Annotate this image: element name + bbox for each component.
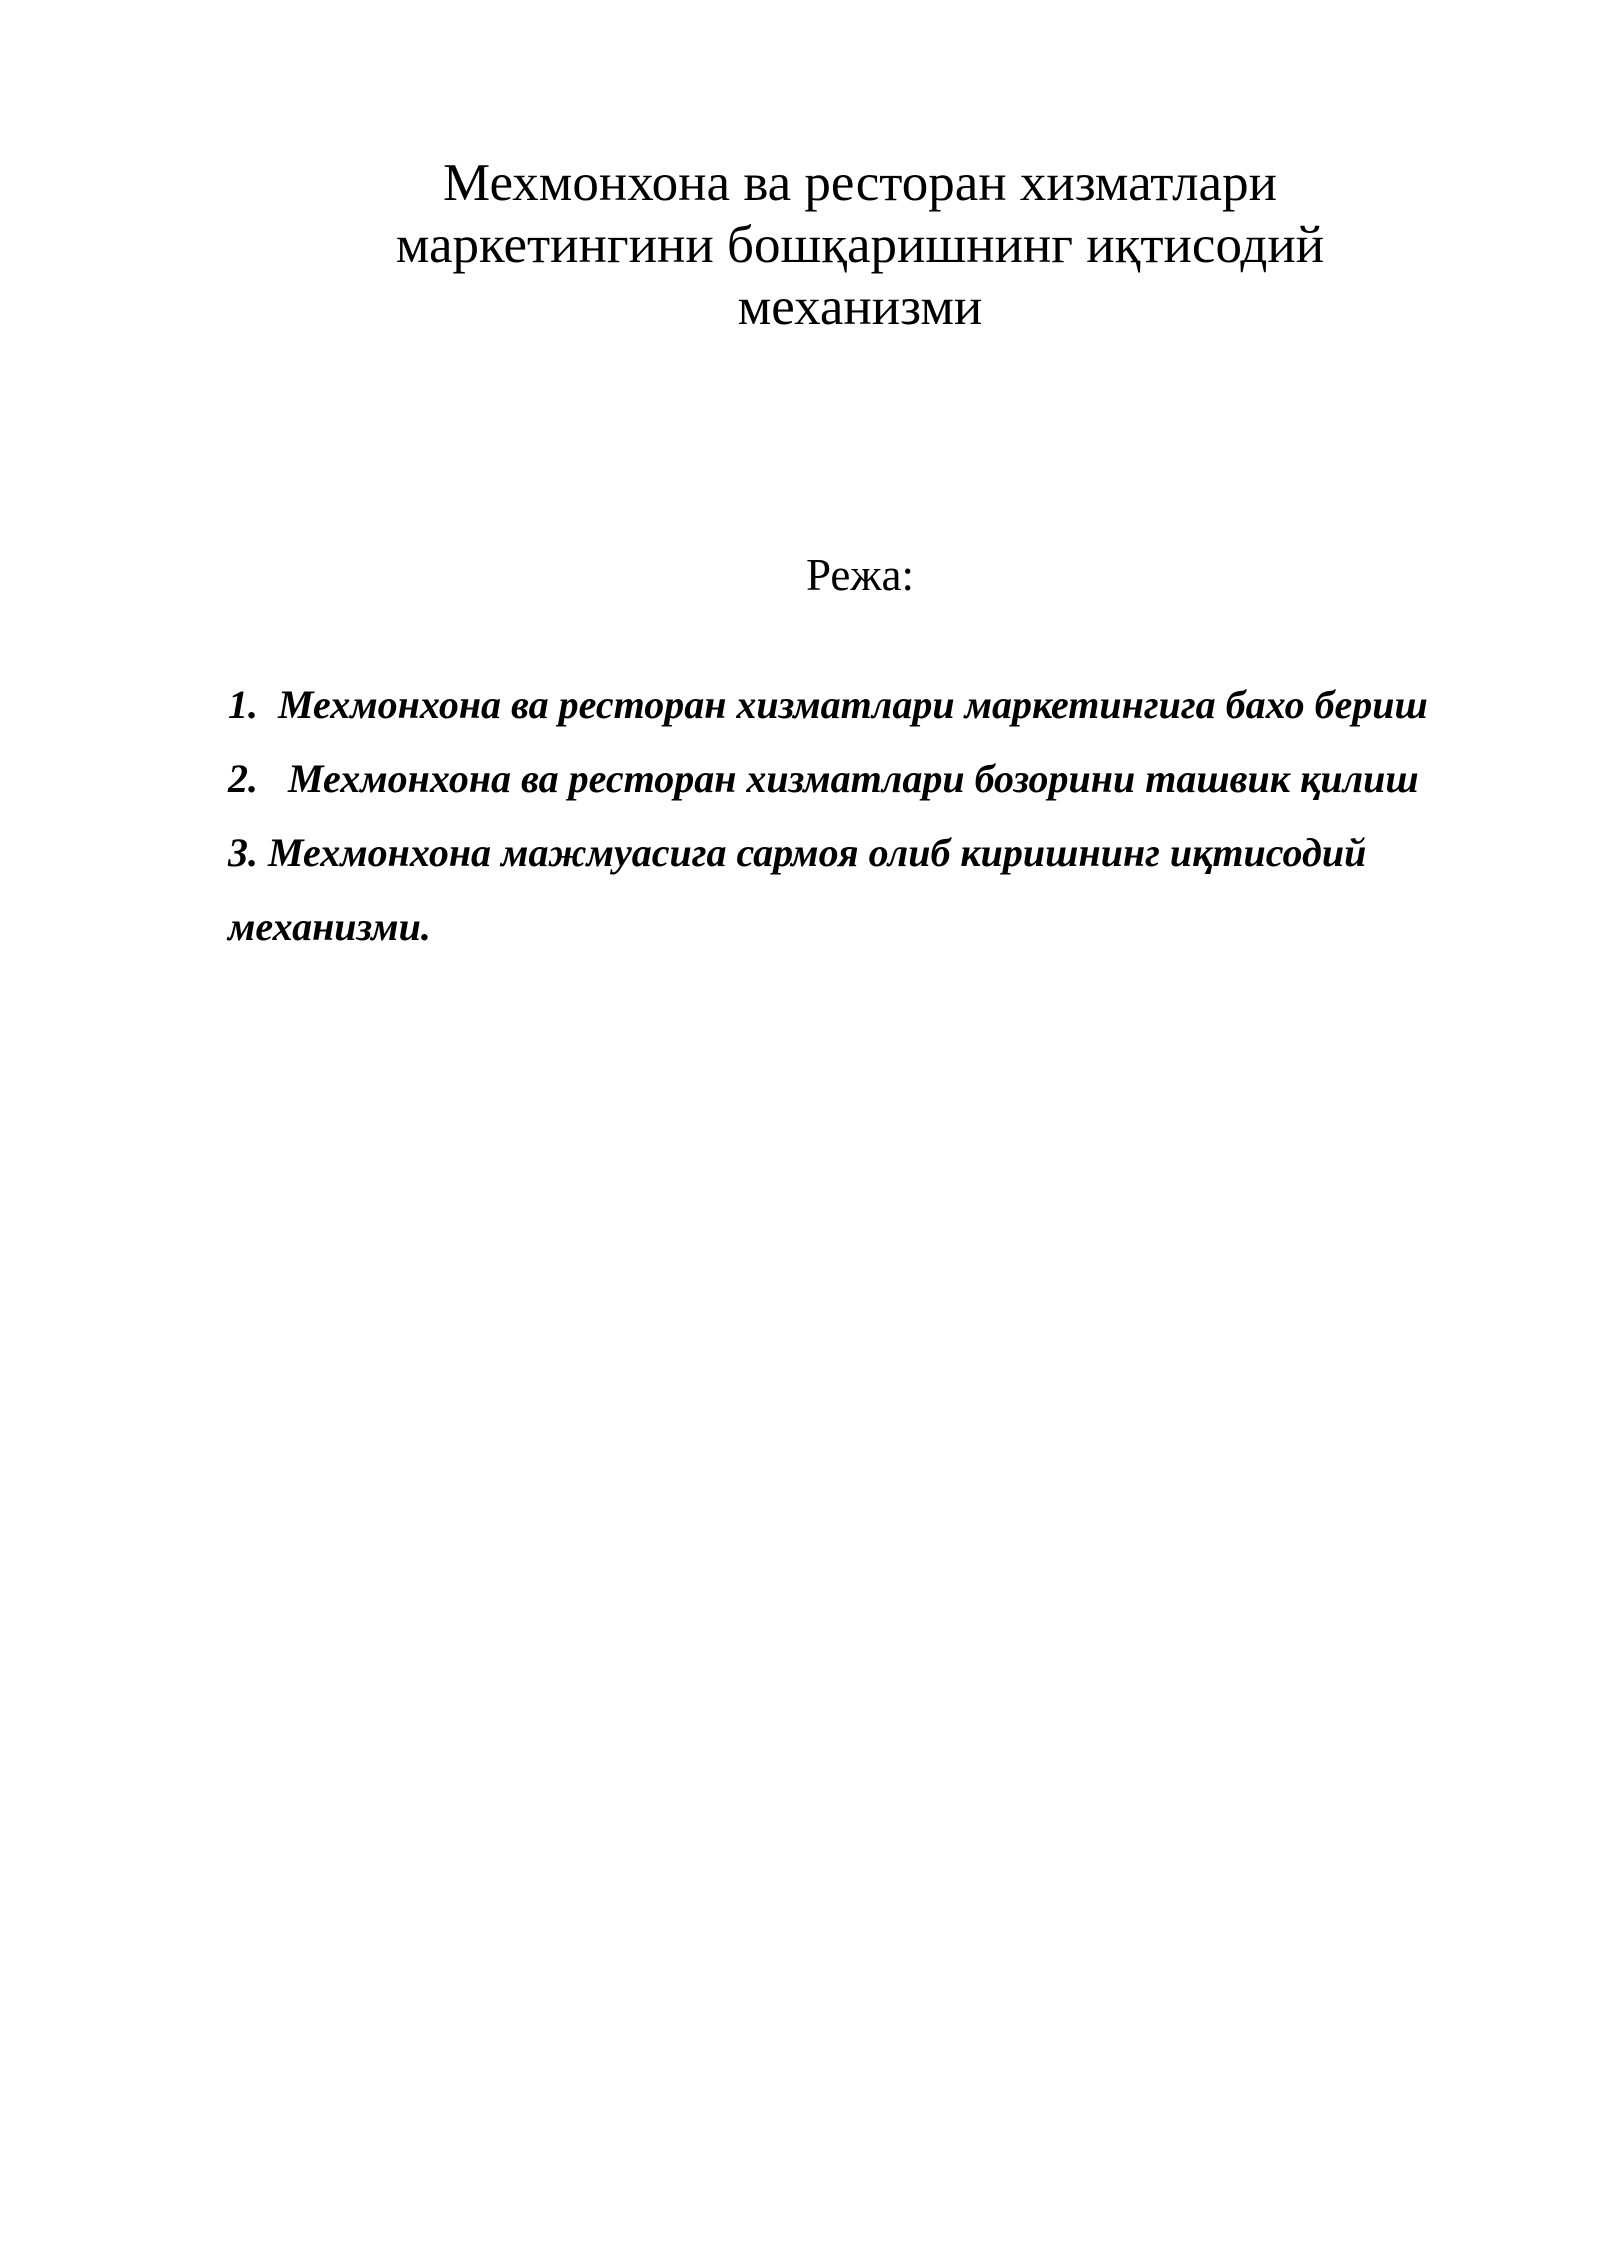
- plan-heading: Режа:: [806, 550, 914, 600]
- plan-item-3: [228, 816, 1478, 964]
- document-title: [300, 152, 1420, 338]
- plan-item-text: Мехмонхона ва ресторан хизматлари бозорини ташвик қилиш: [288, 756, 1419, 801]
- plan-item-text: Мехмонхона мажмуасига сармоя олиб киришнинг иқтисодий механизми.: [228, 830, 1367, 949]
- plan-item-number: 2.: [228, 756, 288, 801]
- title-line-2: маркетингини бошқаришнинг иқтисодий: [395, 216, 1325, 274]
- plan-item-text: Мехмонхона ва ресторан хизматлари маркетингига бахо бериш: [278, 682, 1428, 727]
- plan-item-1: [228, 668, 1478, 742]
- plan-item-number: 3.: [228, 830, 268, 875]
- title-line-1: Мехмонхона ва ресторан хизматлари: [443, 154, 1277, 212]
- plan-item-2: [228, 742, 1478, 816]
- plan-list: [228, 668, 1478, 964]
- title-line-3: механизми: [737, 278, 983, 336]
- plan-item-number: 1.: [228, 682, 278, 727]
